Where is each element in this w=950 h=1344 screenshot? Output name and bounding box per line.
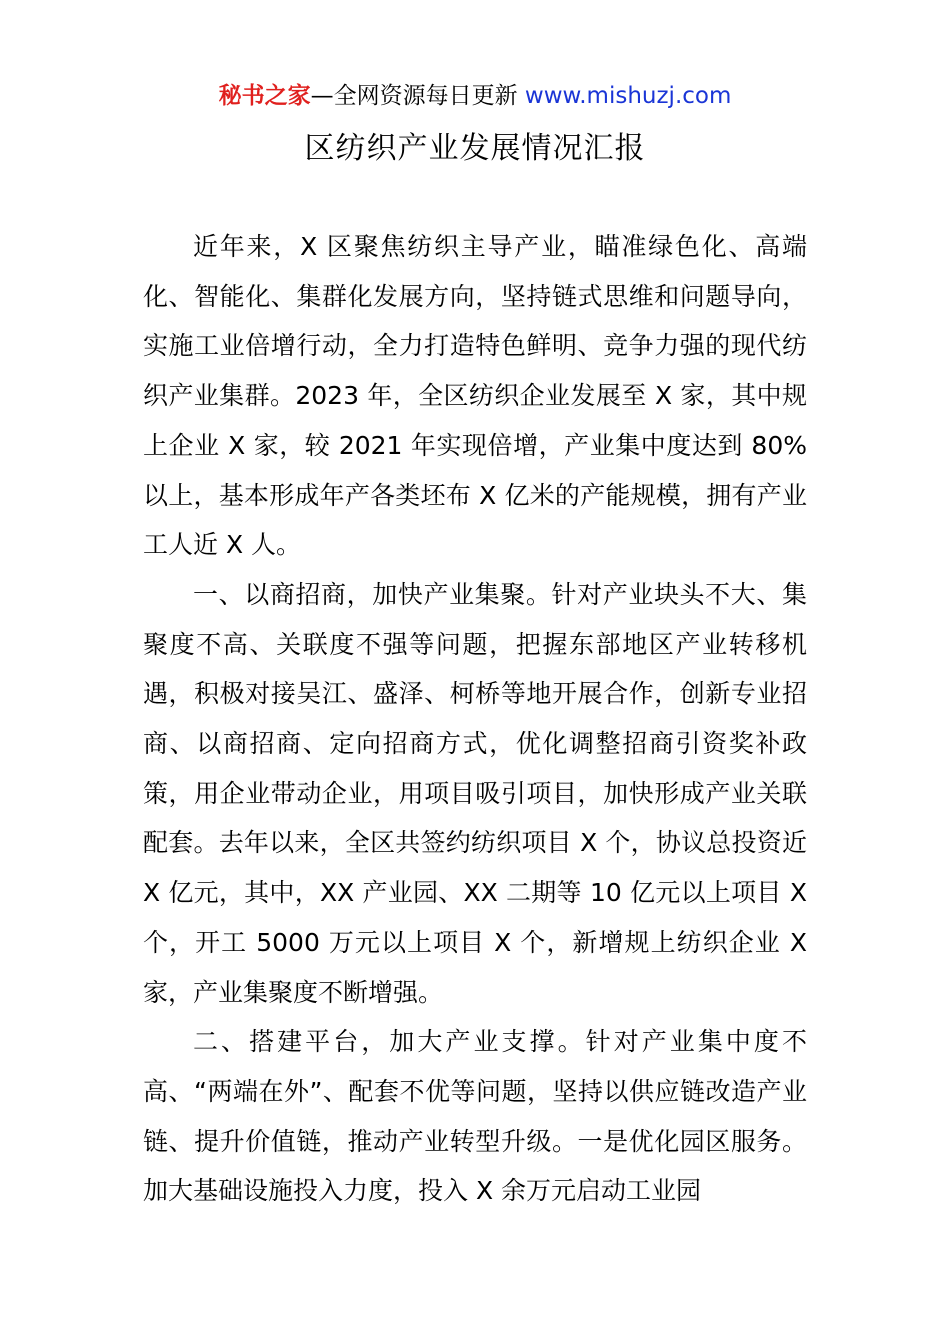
- section-heading: 一、以商招商，加快产业集聚。: [193, 579, 552, 609]
- paragraph-intro: [143, 222, 807, 570]
- paragraph-section-2: [143, 1017, 807, 1216]
- site-brand: 秘书之家: [218, 83, 311, 109]
- paragraph-text: 近年来，X 区聚焦纺织主导产业，瞄准绿色化、高端化、智能化、集群化发展方向，坚持链式思维和问题导向，实施工业倍增行动，全力打造特色鲜明、竞争力强的现代纺织产业集群。2023 年，全区纺织企业发展至 X 家，其中规上企业 X 家，较 2021 年实现倍增，产业集中度达到 80%以上，基本形成年产各类坯布 X 亿米的产能规模，拥有产业工人近 X 人。: [143, 232, 807, 560]
- site-url-link[interactable]: www.mishuzj.com: [517, 83, 732, 109]
- document-title: 区纺织产业发展情况汇报: [304, 131, 646, 166]
- section-heading: 二、搭建平台，加大产业支撑。: [193, 1027, 586, 1057]
- paragraph-text: 针对产业集中度不高、“两端在外”、配套不优等问题，坚持以供应链改造产业链、提升价值链，推动产业转型升级。一是优化园区服务。加大基础设施投入力度，投入 X 余万元启动工业园: [143, 1027, 807, 1206]
- site-header: [0, 80, 950, 112]
- paragraph-text: 针对产业块头不大、集聚度不高、关联度不强等问题，把握东部地区产业转移机遇，积极对接吴江、盛泽、柯桥等地开展合作，创新专业招商、以商招商、定向招商方式，优化调整招商引资奖补政策，用企业带动企业，用项目吸引项目，加快形成产业关联配套。去年以来，全区共签约纺织项目 X 个，协议总投资近 X 亿元，其中，XX 产业园、XX 二期等 10 亿元以上项目 X 个，开工 5000 万元以上项目 X 个，新增规上纺织企业 X 家，产业集聚度不断增强。: [143, 579, 807, 1007]
- site-tagline: —全网资源每日更新: [310, 83, 518, 109]
- paragraph-section-1: [143, 570, 807, 1017]
- document-body: [143, 222, 807, 1216]
